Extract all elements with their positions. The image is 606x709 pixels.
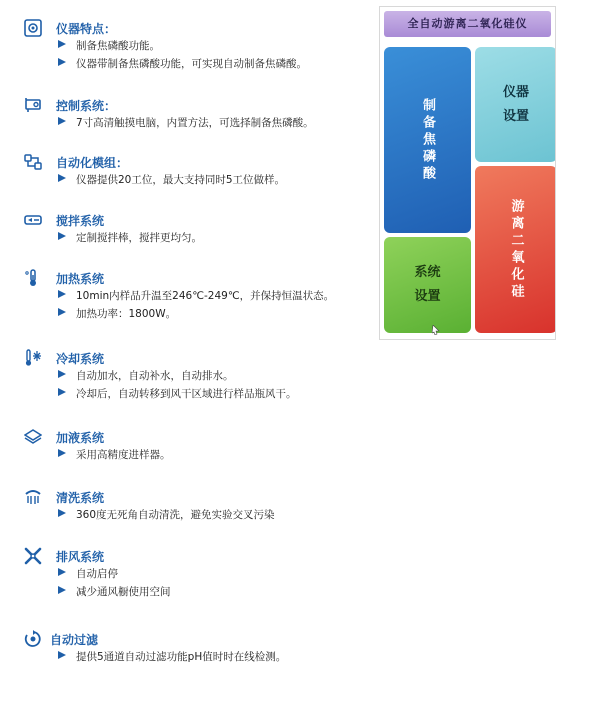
system-settings-button[interactable] xyxy=(384,237,471,333)
section-exhaust: 排风系统 自动启停 减少通风橱使用空间 xyxy=(24,547,58,601)
section-stirring: 搅拌系统 定制搅拌棒，搅拌更均匀。 xyxy=(24,211,58,247)
section-heating: 加热系统 10min内样品升温至246℃-249℃，并保持恒温状态。 加热功率：1800W。 xyxy=(24,269,58,323)
instrument-settings-button[interactable] xyxy=(475,47,556,162)
section-dosing: 加液系统 采用高精度进样器。 xyxy=(24,428,58,464)
snowflake-thermometer-icon xyxy=(24,349,42,367)
tile-label: 设置 xyxy=(414,289,441,304)
layers-icon xyxy=(24,428,42,446)
gear-chip-icon xyxy=(24,19,42,37)
tile-label: 设置 xyxy=(502,108,529,124)
tile-label: 制备焦磷酸 xyxy=(420,97,435,183)
stirrer-icon xyxy=(24,211,42,229)
thermometer-icon xyxy=(24,269,42,287)
section-features: 仪器特点： 制备焦磷酸功能。 仪器带制备焦磷酸功能，可实现自动制备焦磷酸。 xyxy=(24,19,58,73)
fan-icon xyxy=(24,547,42,565)
prepare-pyrophosphate-button[interactable] xyxy=(384,47,471,233)
shower-icon xyxy=(24,488,42,506)
section-title: 冷却系统 xyxy=(56,352,105,366)
auto-filter-icon xyxy=(24,630,42,648)
device-screen xyxy=(379,6,556,340)
section-automation: 自动化模组： 仪器提供20工位，最大支持同时5工位做样。 xyxy=(24,153,58,189)
section-title: 自动化模组： xyxy=(56,156,129,170)
free-silica-button[interactable] xyxy=(475,166,556,333)
section-title: 排风系统 xyxy=(56,550,105,564)
tile-label: 游离二氧化硅 xyxy=(508,198,524,301)
section-cooling: 冷却系统 自动加水，自动补水，自动排水。 冷却后，自动转移到风干区域进行样品瓶风干。 xyxy=(24,349,58,403)
tile-label: 系统 xyxy=(414,265,441,280)
module-icon xyxy=(24,153,42,171)
section-title: 加热系统 xyxy=(56,272,105,286)
section-filter: 自动过滤 提供5通道自动过滤功能pH值时时在线检测。 xyxy=(24,630,58,666)
section-title: 加液系统 xyxy=(56,431,105,445)
tile-label: 仪器 xyxy=(502,84,529,100)
section-title: 清洗系统 xyxy=(56,491,105,505)
section-title: 仪器特点： xyxy=(56,22,117,36)
section-control: 控制系统： 7寸高清触摸电脑，内置方法，可选择制备焦磷酸。 xyxy=(24,96,58,132)
section-title: 控制系统： xyxy=(56,99,117,113)
section-title: 搅拌系统 xyxy=(56,214,105,228)
section-title: 自动过滤 xyxy=(50,633,99,647)
device-title: 全自动游离二氧化硅仪 xyxy=(384,11,551,37)
control-panel-icon xyxy=(24,96,42,114)
section-washing: 清洗系统 360度无死角自动清洗，避免实验交叉污染 xyxy=(24,488,58,524)
cursor-icon xyxy=(432,325,440,335)
